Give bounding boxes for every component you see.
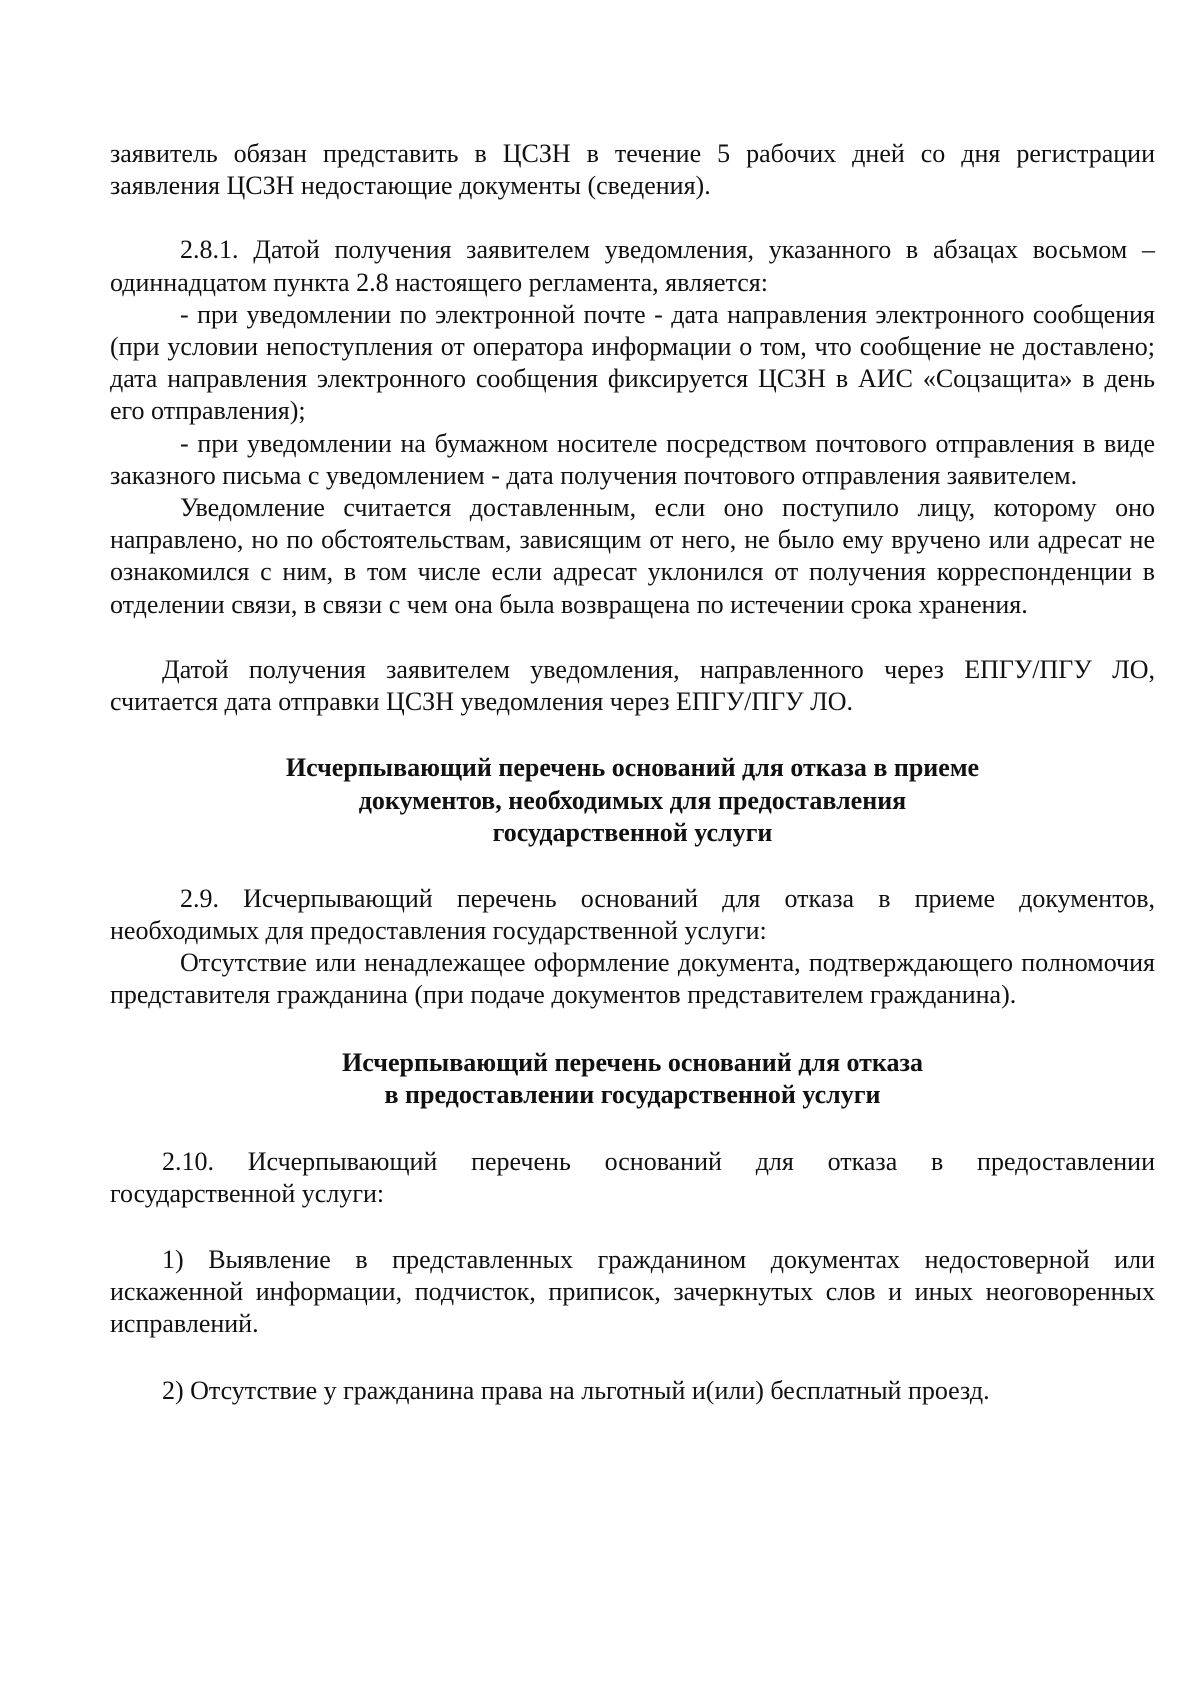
paragraph-2-8-1: 2.8.1. Датой получения заявителем уведомления, указанного в абзацах восьмом – одиннадцатом пункта 2.8 настоящего регламента, является: xyxy=(110,235,1155,297)
heading-line: государственной услуги xyxy=(492,818,773,848)
paragraph-epgu-notice: Датой получения заявителем уведомления, направленного через ЕПГУ/ПГУ ЛО, считается дата отправки ЦСЗН уведомления через ЕПГУ/ПГУ ЛО. xyxy=(110,654,1155,717)
section-heading-refusal-service xyxy=(110,1047,1155,1112)
heading-line: Исчерпывающий перечень оснований для отказа в приеме xyxy=(285,753,980,783)
paragraph-email-notice: - при уведомлении по электронной почте - дата направления электронного сообщения (при условии непоступления от оператора информации о том, что сообщение не доставлено; дата направления электронного сообщения фиксируется ЦСЗН в АИС «Соцзащита» в день его отправления); xyxy=(110,299,1155,426)
section-heading-refusal-documents xyxy=(110,752,1155,850)
paragraph-2-10: 2.10. Исчерпывающий перечень оснований для отказа в предоставлении государственной услуги: xyxy=(110,1146,1155,1208)
paragraph-missing-authority: Отсутствие или ненадлежащее оформление документа, подтверждающего полномочия представителя гражданина (при подаче документов представителем гражданина). xyxy=(110,948,1155,1010)
paragraph-paper-notice: - при уведомлении на бумажном носителе посредством почтового отправления в виде заказного письма с уведомлением - дата получения почтового отправления заявителем. xyxy=(110,428,1155,490)
heading-line: документов, необходимых для предоставления xyxy=(358,785,907,815)
list-item-2: 2) Отсутствие у гражданина права на льготный и(или) бесплатный проезд. xyxy=(162,1375,990,1405)
heading-line: в предоставлении государственной услуги xyxy=(384,1080,881,1110)
document-body xyxy=(110,138,1155,1407)
paragraph-continuation: заявитель обязан представить в ЦСЗН в течение 5 рабочих дней со дня регистрации заявления ЦСЗН недостающие документы (сведения). xyxy=(110,139,1155,201)
paragraph-2-9: 2.9. Исчерпывающий перечень оснований для отказа в приеме документов, необходимых для предоставления государственной услуги: xyxy=(110,883,1155,945)
paragraph-delivered-notice: Уведомление считается доставленным, если оно поступило лицу, которому оно направлено, но по обстоятельствам, зависящим от него, не было ему вручено или адресат не ознакомился с ним, в том числе если адресат уклонился от получения корреспонденции в отделении связи, в связи с чем она была возвращена по истечении срока хранения. xyxy=(110,493,1155,619)
heading-line: Исчерпывающий перечень оснований для отказа xyxy=(342,1047,923,1077)
list-item-1: 1) Выявление в представленных гражданином документах недостоверной или искаженной информации, подчисток, приписок, зачеркнутых слов и иных неоговоренных исправлений. xyxy=(110,1244,1155,1339)
